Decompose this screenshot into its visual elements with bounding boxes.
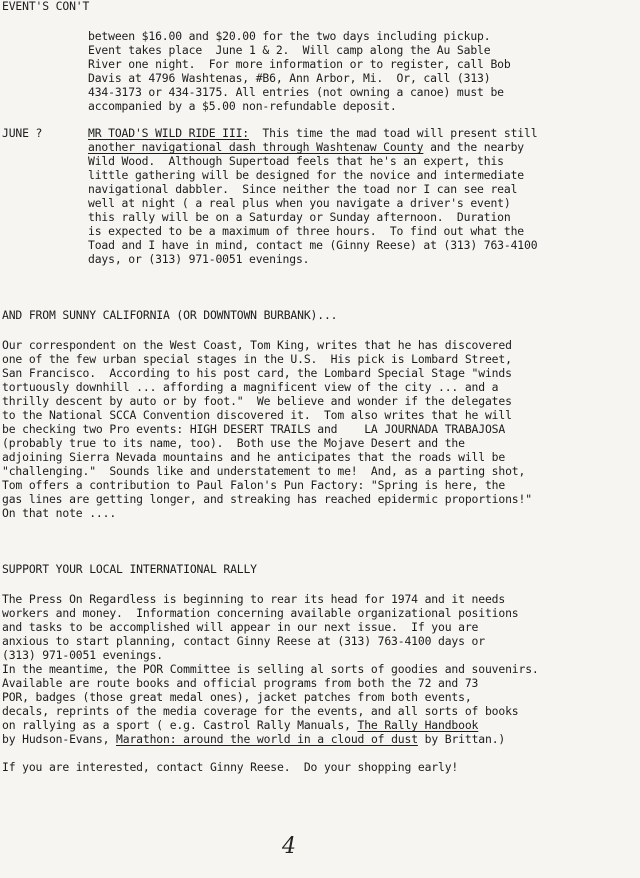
text-line: (probably true to its name, too). Both use the Mojave Desert and the bbox=[2, 436, 465, 450]
text-line: Available are route books and official programs from both the 72 and 73 bbox=[2, 676, 479, 690]
text-line: (313) 971-0051 evenings. bbox=[2, 648, 163, 662]
text-line: Toad and I have in mind, contact me (Ginny Reese) at (313) 763-4100 bbox=[88, 238, 538, 252]
underlined-text: another navigational dash through Washtenaw County bbox=[88, 140, 424, 154]
event-title-line bbox=[88, 126, 537, 140]
text-line: between $16.00 and $20.00 for the two days including pickup. bbox=[88, 29, 491, 43]
text-line: adjoining Sierra Nevada mountains and he anticipates that the roads will be bbox=[2, 450, 506, 464]
text-line bbox=[88, 140, 524, 154]
section-heading: AND FROM SUNNY CALIFORNIA (OR DOWNTOWN BURBANK)... bbox=[2, 308, 338, 322]
text-line: is expected to be a maximum of three hours. To find out what the bbox=[88, 224, 525, 238]
text-fragment: by Brittan.) bbox=[417, 732, 506, 746]
text-line: to the National SCCA Convention discovered it. Tom also writes that he will bbox=[2, 408, 512, 422]
section-header: EVENT'S CON'T bbox=[2, 0, 90, 13]
text-line: this rally will be on a Saturday or Sunday afternoon. Duration bbox=[88, 210, 511, 224]
text-line: days, or (313) 971-0051 evenings. bbox=[88, 252, 310, 266]
text-line: little gathering will be designed for the novice and intermediate bbox=[88, 168, 525, 182]
text-line: thrilly descent by auto or by foot." We believe and wonder if the delegates bbox=[2, 394, 512, 408]
text-line bbox=[2, 732, 505, 746]
book-title: The Rally Handbook bbox=[357, 718, 479, 732]
text-line: workers and money. Information concerning available organizational positions bbox=[2, 606, 519, 620]
text-line: On that note .... bbox=[2, 506, 117, 520]
text-line: "challenging." Sounds like and understatement to me! And, as a parting shot, bbox=[2, 464, 526, 478]
text-line: accompanied by a $5.00 non-refundable deposit. bbox=[88, 99, 397, 113]
text-line: The Press On Regardless is beginning to rear its head for 1974 and it needs bbox=[2, 592, 506, 606]
text-line: decals, reprints of the media coverage for the events, and all sorts of books bbox=[2, 704, 519, 718]
text-line: Event takes place June 1 & 2. Will camp along the Au Sable bbox=[88, 43, 491, 57]
text-line bbox=[2, 718, 478, 732]
text-line: Our correspondent on the West Coast, Tom King, writes that he has discovered bbox=[2, 338, 512, 352]
text-line: If you are interested, contact Ginny Reese. Do your shopping early! bbox=[2, 760, 459, 774]
text-line: Davis at 4796 Washtenas, #B6, Ann Arbor, Mi. Or, call (313) bbox=[88, 71, 491, 85]
text-line: well at night ( a real plus when you navigate a driver's event) bbox=[88, 196, 511, 210]
text-fragment: by Hudson-Evans, bbox=[2, 732, 117, 746]
text-line: anxious to start planning, contact Ginny Reese at (313) 763-4100 days or bbox=[2, 634, 485, 648]
text-line: and tasks to be accomplished will appear in our next issue. If you are bbox=[2, 620, 479, 634]
event-title: MR TOAD'S WILD RIDE III: bbox=[88, 126, 249, 140]
text-fragment: This time the mad toad will present still bbox=[249, 126, 538, 140]
text-line: Tom offers a contribution to Paul Falon's Pun Factory: "Spring is here, the bbox=[2, 478, 506, 492]
text-line: be checking two Pro events: HIGH DESERT TRAILS and LA JOURNADA TRABAJOSA bbox=[2, 422, 506, 436]
text-fragment: and the nearby bbox=[423, 140, 525, 154]
text-line: River one night. For more information or to register, call Bob bbox=[88, 57, 511, 71]
book-title: Marathon: around the world in a cloud of dust bbox=[116, 732, 418, 746]
page-number: 4 bbox=[282, 834, 296, 859]
text-fragment: on rallying as a sport ( e.g. Castrol Rally Manuals, bbox=[2, 718, 358, 732]
text-line: Wild Wood. Although Supertoad feels that he's an expert, this bbox=[88, 154, 504, 168]
text-line: one of the few urban special stages in the U.S. His pick is Lombard Street, bbox=[2, 352, 512, 366]
text-line: San Francisco. According to his post card, the Lombard Special Stage "winds bbox=[2, 366, 512, 380]
text-line: tortuously downhill ... affording a magnificent view of the city ... and a bbox=[2, 380, 499, 394]
text-line: navigational dabbler. Since neither the toad nor I can see real bbox=[88, 182, 518, 196]
text-line: In the meantime, the POR Committee is selling al sorts of goodies and souvenirs. bbox=[2, 662, 539, 676]
text-line: gas lines are getting longer, and streaking has reached epidermic proportions!" bbox=[2, 492, 532, 506]
text-line: 434-3173 or 434-3175. All entries (not owning a canoe) must be bbox=[88, 85, 504, 99]
event-date: JUNE ? bbox=[2, 126, 43, 140]
section-heading: SUPPORT YOUR LOCAL INTERNATIONAL RALLY bbox=[2, 562, 257, 576]
text-line: POR, badges (those great medal ones), jacket patches from both events, bbox=[2, 690, 472, 704]
